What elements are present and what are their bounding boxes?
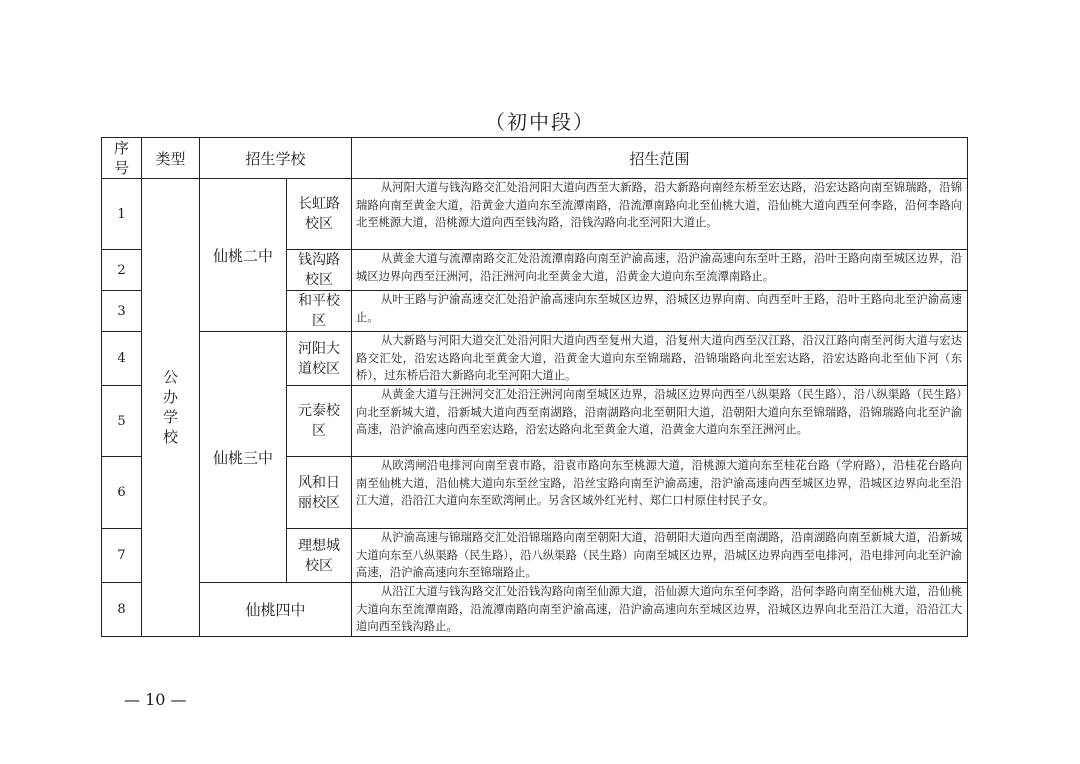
school-name-cell: 仙桃三中: [200, 332, 287, 583]
table-header-row: [102, 138, 968, 179]
row-number: 5: [102, 386, 142, 457]
row-number: 8: [102, 583, 142, 637]
header-type: 类型: [142, 138, 200, 179]
enrollment-range: 从河阳大道与钱沟路交汇处沿河阳大道向西至大新路，沿大新路向南经东桥至宏达路，沿宏达路向南至锦瑞路，沿锦瑞路向南至黄金大道，沿黄金大道向东至流潭南路，沿流潭南路向北至仙桃大道，沿仙桃大道向西至何李路，沿何李路向北至桃源大道，沿桃源大道向西至钱沟路，沿钱沟路向北至河阳大道止。: [352, 179, 968, 250]
row-number: 2: [102, 250, 142, 291]
row-number: 4: [102, 332, 142, 386]
campus-name: 理想城校区: [287, 529, 352, 583]
school-type-cell: [142, 179, 200, 637]
table-row: [102, 179, 968, 250]
row-number: 3: [102, 291, 142, 332]
enrollment-range: 从沪渝高速与锦瑞路交汇处沿锦瑞路向南至朝阳大道，沿朝阳大道向西至南湖路，沿南湖路向南至新城大道，沿新城大道向东至八纵渠路（民生路），沿八纵渠路（民生路）向南至城区边界，沿城区边界向西至电排河，沿电排河向北至沪渝高速，沿沪渝高速向东至锦瑞路止。: [352, 529, 968, 583]
enrollment-table: [101, 137, 968, 637]
campus-name: 钱沟路校区: [287, 250, 352, 291]
header-no: 序号: [102, 138, 142, 179]
enrollment-range: 从沿江大道与钱沟路交汇处沿钱沟路向南至仙源大道，沿仙源大道向东至何李路，沿何李路向南至仙桃大道，沿仙桃大道向东至流潭南路，沿流潭南路向南至沪渝高速，沿沪渝高速向东至城区边界，沿城区边界向北至沿江大道，沿沿江大道向西至钱沟路止。: [352, 583, 968, 637]
table-row: [102, 583, 968, 637]
campus-name: 风和日丽校区: [287, 457, 352, 529]
header-school: 招生学校: [200, 138, 352, 179]
row-number: 7: [102, 529, 142, 583]
enrollment-range: 从叶王路与沪渝高速交汇处沿沪渝高速向东至城区边界，沿城区边界向南、向西至叶王路，沿叶王路向北至沪渝高速止。: [352, 291, 968, 332]
row-number: 1: [102, 179, 142, 250]
enrollment-range: 从黄金大道与汪洲河交汇处沿汪洲河向南至城区边界，沿城区边界向西至八纵渠路（民生路），沿八纵渠路（民生路）向北至新城大道，沿新城大道向西至南湖路，沿南湖路向北至朝阳大道，沿朝阳大道向东至锦瑞路，沿锦瑞路向北至沪渝高速，沿沪渝高速向西至宏达路，沿宏达路向北至黄金大道，沿黄金大道向东至汪洲河止。: [352, 386, 968, 457]
enrollment-range: 从黄金大道与流潭南路交汇处沿流潭南路向南至沪渝高速，沿沪渝高速向东至叶王路，沿叶王路向南至城区边界，沿城区边界向西至汪洲河，沿汪洲河向北至黄金大道，沿黄金大道向东至流潭南路止。: [352, 250, 968, 291]
row-number: 6: [102, 457, 142, 529]
school-name-cell: 仙桃四中: [200, 583, 352, 637]
table-row: [102, 332, 968, 386]
section-title: （初中段）: [485, 110, 595, 134]
campus-name: 长虹路校区: [287, 179, 352, 250]
header-range: 招生范围: [352, 138, 968, 179]
enrollment-range: 从大新路与河阳大道交汇处沿河阳大道向西至复州大道，沿复州大道向西至汉江路，沿汉江路向南至河街大道与宏达路交汇处，沿宏达路向北至黄金大道，沿黄金大道向东至锦瑞路，沿锦瑞路向北至宏达路，沿宏达路向北至仙下河（东桥），过东桥后沿大新路向北至河阳大道止。: [352, 332, 968, 386]
school-type-label: 公办学校: [162, 368, 178, 447]
campus-name: 元泰校区: [287, 386, 352, 457]
enrollment-range: 从欧湾闸沿电排河向南至袁市路，沿袁市路向东至桃源大道，沿桃源大道向东至桂花台路（学府路），沿桂花台路向南至仙桃大道，沿仙桃大道向东至丝宝路，沿丝宝路向南至沪渝高速，沿沪渝高速向西至城区边界，沿城区边界向北至沿江大道，沿沿江大道向东至欧湾闸止。另含区域外红光村、郑仁口村原住村民子女。: [352, 457, 968, 529]
campus-name: 和平校区: [287, 291, 352, 332]
campus-name: 河阳大道校区: [287, 332, 352, 386]
page-number: — 10 —: [124, 690, 187, 709]
school-name-cell: 仙桃二中: [200, 179, 287, 332]
